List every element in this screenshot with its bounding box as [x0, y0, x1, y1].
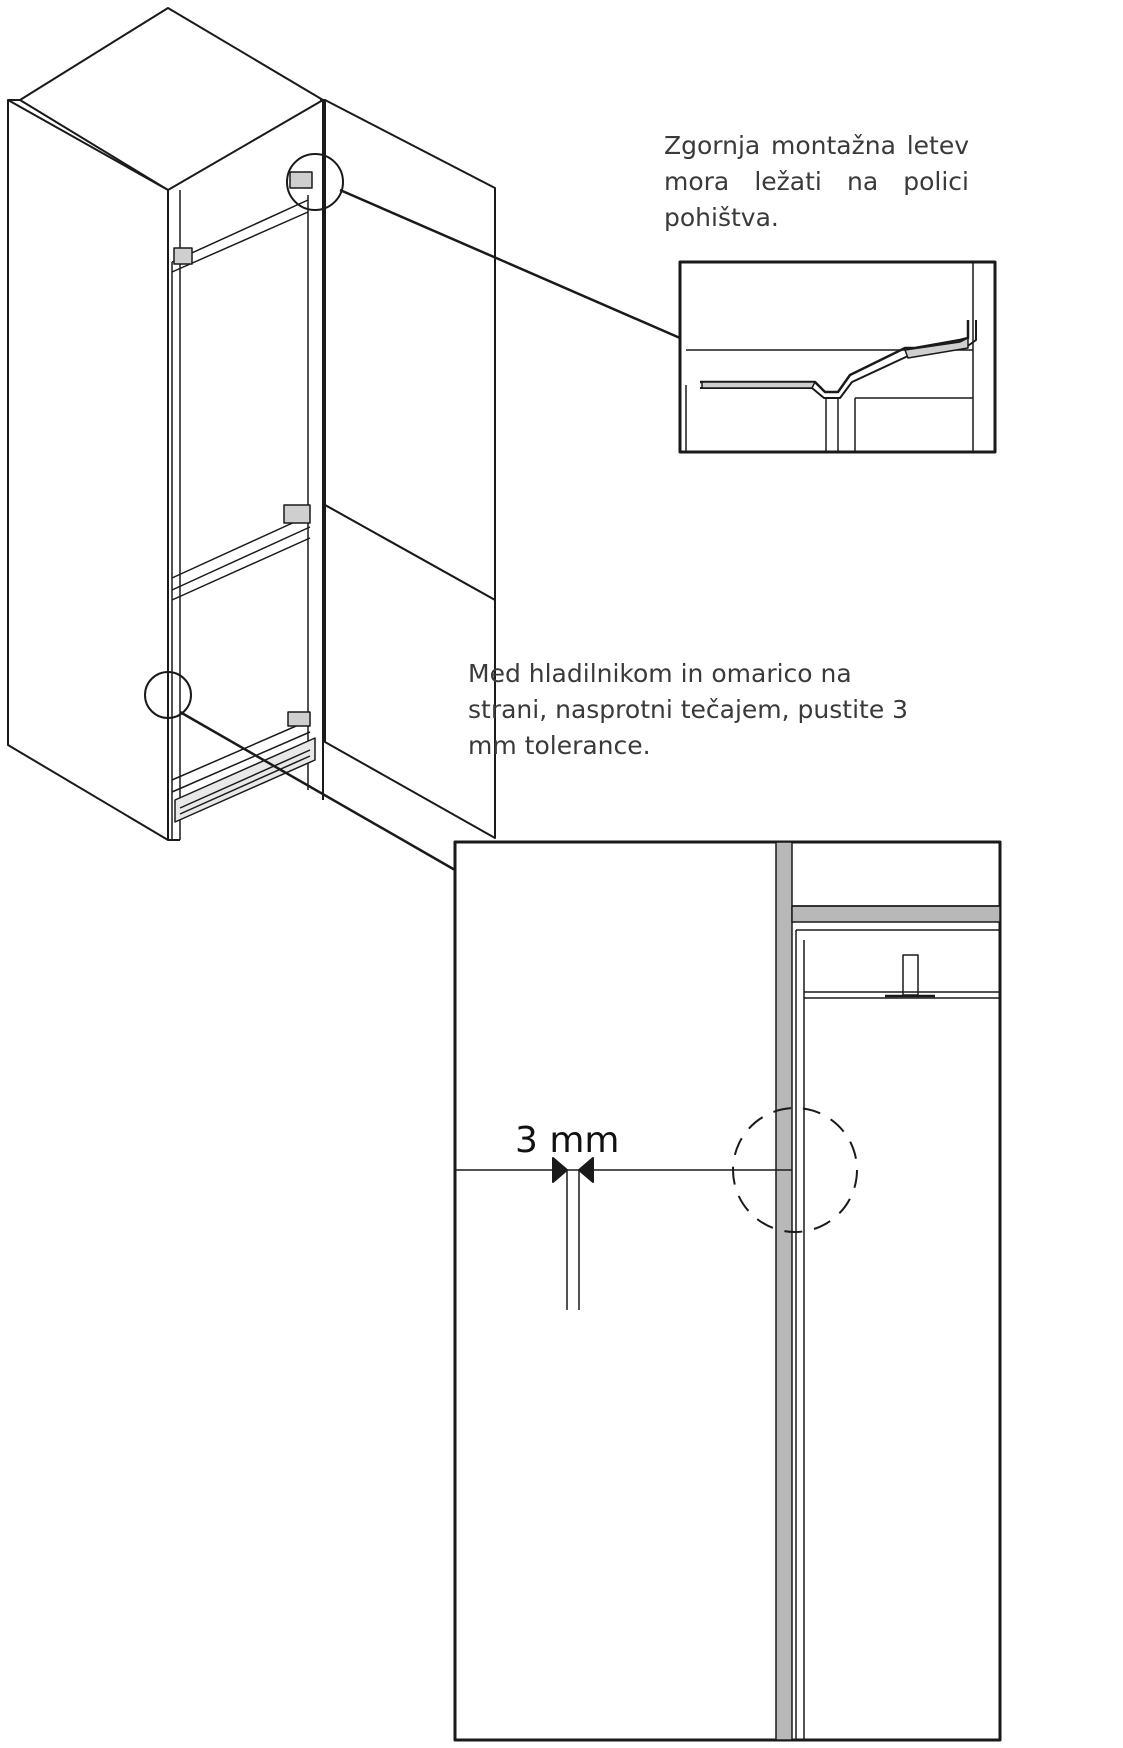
cabinet-left-side — [8, 100, 168, 840]
bottom-detail-box — [455, 842, 1000, 1740]
dimension-arrow-left — [553, 1158, 567, 1182]
bottom-detail-caption: Med hladilnikom in omarico na strani, nasprotni tečajem, pustite 3 mm tolerance. — [468, 659, 909, 760]
bottom-hinge — [288, 712, 310, 726]
top-detail-caption: Zgornja montažna letev mora ležati na polici pohištva. — [664, 131, 969, 232]
mounting-rail-profile — [700, 320, 968, 392]
dimension-arrow-right — [579, 1158, 593, 1182]
fridge — [172, 172, 315, 840]
middle-hinge — [284, 505, 310, 523]
top-detail-box — [680, 262, 995, 452]
latch-post — [903, 955, 918, 995]
dimension-label: 3 mm — [515, 1120, 620, 1161]
cabinet — [8, 8, 323, 840]
cabinet-side-panel — [776, 842, 792, 1740]
top-frame — [792, 906, 1000, 922]
top-hinge — [290, 172, 312, 188]
